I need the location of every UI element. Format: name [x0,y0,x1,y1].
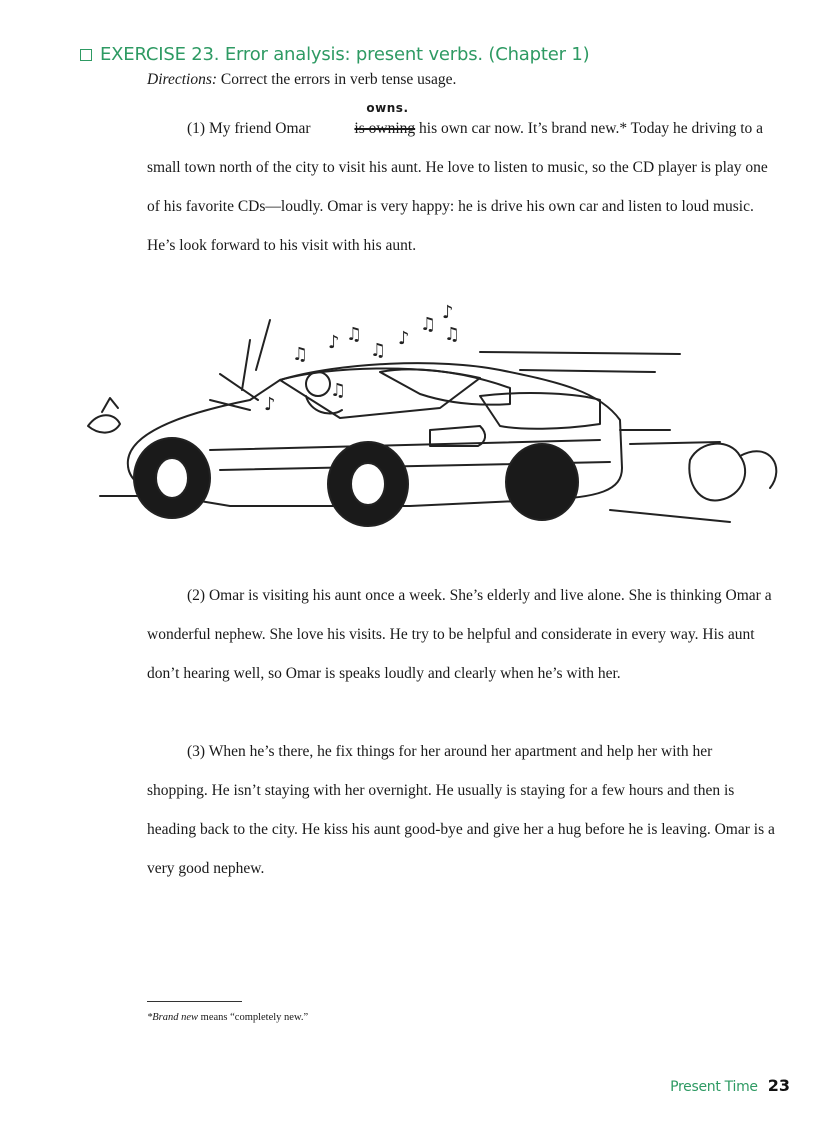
page-footer [670,1076,790,1095]
car-illustration [80,300,800,540]
handwritten-correction: owns. [366,101,409,115]
directions-label: Directions: [147,71,218,88]
paragraph-3 [147,732,775,888]
driver-head [306,372,330,396]
paragraph-1 [147,101,775,265]
music-note: ♫ [330,380,347,401]
speed-line [610,510,730,522]
music-note: ♪ [398,328,410,349]
footnote-text: means “completely new.” [198,1012,309,1023]
checkbox-icon [80,49,92,61]
rear-wheel-far [506,444,578,520]
page-number: 23 [767,1076,790,1095]
music-note: ♫ [346,324,363,345]
squirrel [689,444,745,501]
speed-line [520,370,655,372]
music-note: ♪ [264,394,276,415]
trunk [480,393,600,429]
paragraph-text: his own car now. It’s brand new.* Today he driving to a small town north of the city to visit his aunt. He love to listen to music, so the CD player is play one of his favorite CDs—loudly. Omar is very happy: he is drive his own car and listen to loud music. He’s look forward to his visit with his aunt. [147,120,768,254]
music-note: ♪ [442,302,454,323]
directions-text: Correct the errors in verb tense usage. [220,71,457,88]
music-note: ♫ [444,324,461,345]
car-window [380,369,510,404]
music-note: ♫ [292,344,309,365]
exercise-title: EXERCISE 23. Error analysis: present verbs. (Chapter 1) [100,44,590,65]
paragraph-number: (3) [187,743,206,760]
exercise-heading [80,44,589,65]
paragraph-2 [147,576,775,693]
speed-line [630,442,720,444]
footnote [147,1012,308,1023]
paragraph-text: When he’s there, he fix things for her around her apartment and help her with her shopping. He isn’t staying with her overnight. He usually is staying for a few hours and then is heading back to the city. He kiss his aunt good-bye and give her a hug before he is leaving. Omar is a very good nephew. [147,743,775,877]
speed-line [480,352,680,354]
music-note: ♪ [328,332,340,353]
bird [88,415,120,432]
paragraph-number: (1) [187,120,206,137]
section-title: Present Time [670,1079,758,1095]
paragraph-text: Omar is visiting his aunt once a week. She’s elderly and live alone. She is thinking Omar a wonderful nephew. She love his visits. He try to be helpful and considerate in every way. His aunt don’t hearing well, so Omar is speaks loudly and clearly when he’s with her. [147,587,772,682]
music-note: ♫ [420,314,437,335]
paragraph-intro: My friend Omar [208,120,311,137]
paragraph-number: (2) [187,587,206,604]
footnote-term: *Brand new [147,1012,199,1023]
struck-verb: is owning [354,120,416,137]
music-note: ♫ [370,340,387,361]
directions [147,71,456,89]
footnote-divider [147,1001,242,1002]
